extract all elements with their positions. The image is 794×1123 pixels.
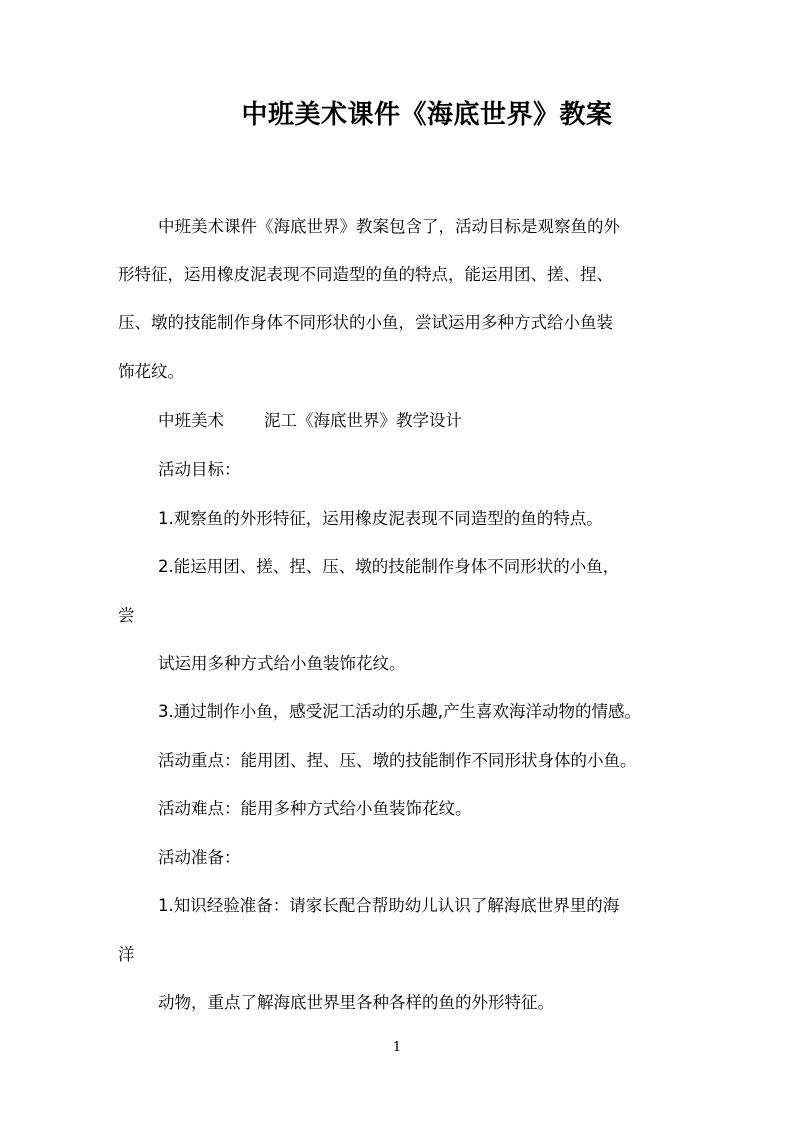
difficulty: 活动难点：能用多种方式给小鱼装饰花纹。 — [158, 799, 472, 818]
goal-2-line-3: 试运用多种方式给小鱼装饰花纹。 — [158, 654, 406, 673]
intro-line-3: 压、墩的技能制作身体不同形状的小鱼，尝试运用多种方式给小鱼装 — [118, 313, 613, 332]
subtitle-line — [158, 409, 462, 433]
key-point: 活动重点：能用团、捏、压、墩的技能制作不同形状身体的小鱼。 — [158, 751, 637, 770]
document-title: 中班美术课件《海底世界》教案 — [241, 100, 613, 130]
prep-1-line-2: 洋 — [118, 945, 135, 964]
goal-2-line-2: 尝 — [118, 606, 135, 625]
intro-line-4: 饰花纹。 — [118, 362, 184, 381]
prep-1-line-3: 动物，重点了解海底世界里各种各样的鱼的外形特征。 — [158, 993, 554, 1012]
prep-heading: 活动准备： — [158, 848, 241, 867]
goals-heading: 活动目标： — [158, 460, 241, 479]
intro-line-1: 中班美术课件《海底世界》教案包含了，活动目标是观察鱼的外 — [158, 217, 620, 236]
intro-line-2: 形特征，运用橡皮泥表现不同造型的鱼的特点，能运用团、搓、捏、 — [118, 265, 613, 284]
subtitle-left: 中班美术 — [158, 411, 224, 430]
prep-1-line-1: 1.知识经验准备：请家长配合帮助幼儿认识了解海底世界里的海 — [158, 896, 620, 915]
page-number: 1 — [392, 1040, 402, 1055]
goal-3: 3.通过制作小鱼，感受泥工活动的乐趣,产生喜欢海洋动物的情感。 — [158, 702, 641, 721]
goal-2-line-1: 2.能运用团、搓、捏、压、墩的技能制作身体不同形状的小鱼， — [158, 557, 620, 576]
goal-1: 1.观察鱼的外形特征，运用橡皮泥表现不同造型的鱼的特点。 — [158, 509, 603, 528]
subtitle-right: 泥工《海底世界》教学设计 — [264, 411, 462, 430]
